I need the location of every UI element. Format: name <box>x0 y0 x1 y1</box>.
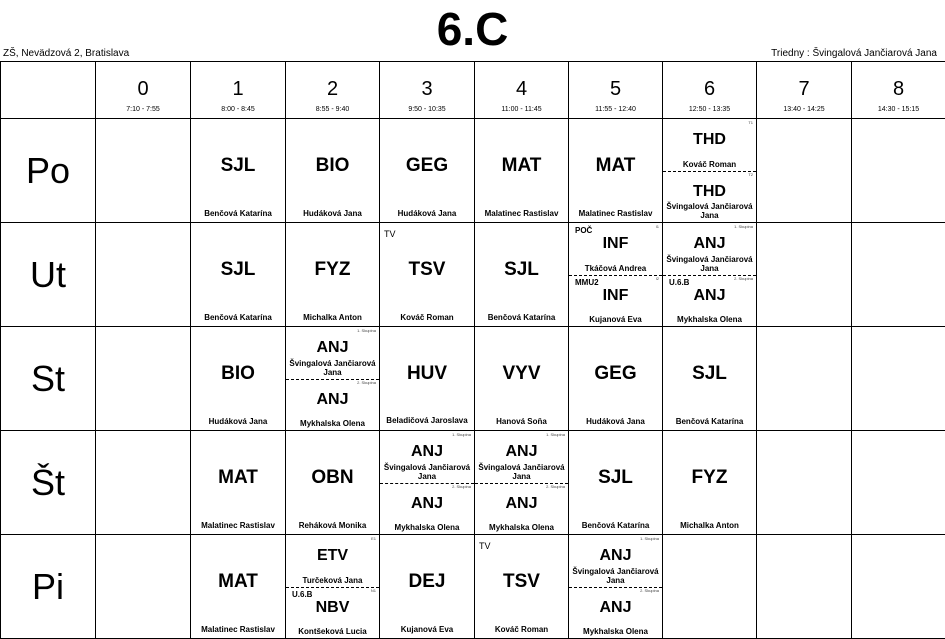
teacher-name: Švingalová Jančiarová Jana <box>478 462 565 481</box>
day-row <box>1 119 945 223</box>
day-label: Ut <box>1 223 96 327</box>
teacher-name: Švingalová Jančiarová Jana <box>666 254 753 273</box>
class-title: 6.C <box>436 3 509 55</box>
teacher-name: Švingalová Jančiarová Jana <box>572 566 659 585</box>
lesson-cell <box>475 535 569 639</box>
group-lesson <box>475 483 568 535</box>
subject-code: ANJ <box>410 443 443 460</box>
teacher-name: Hudáková Jana <box>397 209 457 218</box>
teacher-name: Malatinec Rastislav <box>484 209 559 218</box>
subject-code: SJL <box>220 259 256 280</box>
lesson-cell <box>286 223 380 327</box>
period-time: 8:00 - 8:45 <box>221 106 255 113</box>
empty-cell <box>757 535 852 639</box>
group-lesson <box>663 275 756 327</box>
subject-code: ANJ <box>505 443 538 460</box>
group-lesson <box>380 431 474 484</box>
teacher-name: Švingalová Jančiarová Jana <box>383 462 471 481</box>
subject-code: BIO <box>221 363 255 384</box>
subject-code: SJL <box>692 363 727 384</box>
timetable <box>0 61 945 639</box>
subject-code: ETV <box>316 547 349 564</box>
empty-cell <box>96 119 191 223</box>
group-lesson <box>569 275 662 327</box>
lesson-cell <box>380 327 475 431</box>
group-label: I2 <box>655 275 659 281</box>
teacher-name: Reháková Monika <box>298 521 367 530</box>
subject-code: ANJ <box>316 390 349 408</box>
period-time: 12:50 - 13:35 <box>688 106 731 113</box>
day-label: Po <box>1 119 96 223</box>
empty-cell <box>757 327 852 431</box>
group-label: 2. Skupina <box>452 483 471 489</box>
subject-code: SJL <box>220 155 256 176</box>
lesson-cell <box>569 431 663 535</box>
subject-code: HUV <box>406 363 448 384</box>
period-time: 9:50 - 10:35 <box>408 106 446 113</box>
lesson-cell <box>663 431 757 535</box>
subject-code: ANJ <box>505 494 538 512</box>
subject-code: THD <box>693 131 726 148</box>
subject-code: OBN <box>311 467 354 488</box>
subject-code: THD <box>693 182 726 200</box>
empty-cell <box>96 223 191 327</box>
subject-code: INF <box>602 286 629 304</box>
group-lesson <box>569 535 662 588</box>
subject-code: SJL <box>598 467 633 488</box>
group-lesson <box>663 119 756 172</box>
period-number: 1 <box>232 78 244 100</box>
group-lesson <box>663 223 756 276</box>
period-number: 8 <box>892 78 905 100</box>
group-lesson <box>475 431 568 484</box>
period-number: 2 <box>326 78 339 100</box>
lesson-cell <box>191 431 286 535</box>
teacher-name: Hudáková Jana <box>586 417 645 426</box>
subject-code: MAT <box>218 571 258 592</box>
subject-code: ANJ <box>693 286 726 304</box>
period-time: 13:40 - 14:25 <box>783 106 825 113</box>
teacher-name: Mykhalska Olena <box>583 627 648 636</box>
subject-code: GEG <box>594 363 637 384</box>
period-time: 8:55 - 9:40 <box>315 106 350 113</box>
subject-code: FYZ <box>691 467 728 488</box>
group-label: 2. Skupina <box>734 275 753 281</box>
teacher-name: Benčová Katarína <box>581 521 650 530</box>
empty-cell <box>852 327 945 431</box>
teacher-name: Benčová Katarína <box>204 313 272 322</box>
subject-code: BIO <box>315 155 350 176</box>
room-label: TV <box>479 541 491 551</box>
group-label: 1. Skupina <box>734 224 753 229</box>
teacher-name: Michalka Anton <box>680 521 739 530</box>
lesson-cell-split <box>475 431 569 535</box>
period-header <box>569 62 663 119</box>
teacher-name: Hudáková Jana <box>208 417 268 426</box>
lesson-cell <box>191 535 286 639</box>
teacher-name: Malatinec Rastislav <box>578 209 653 218</box>
teacher-name: Švingalová Jančiarová Jana <box>666 202 753 220</box>
period-number: 4 <box>515 78 528 100</box>
subject-code: DEJ <box>408 571 446 592</box>
subject-code: ANJ <box>410 494 443 512</box>
lesson-cell <box>191 327 286 431</box>
subject-code: TSV <box>408 259 446 280</box>
group-label: I1 <box>655 224 659 229</box>
day-label: Št <box>1 431 96 535</box>
empty-cell <box>757 119 852 223</box>
day-row <box>1 223 945 327</box>
subject-code: ANJ <box>693 235 726 252</box>
empty-cell <box>757 223 852 327</box>
day-row <box>1 535 945 639</box>
group-label: E1 <box>371 536 376 541</box>
teacher-name: Kontšeková Lucia <box>298 627 367 636</box>
lesson-cell-split <box>286 327 380 431</box>
lesson-cell <box>380 119 475 223</box>
period-header <box>663 62 757 119</box>
lesson-cell-split <box>663 119 757 223</box>
subject-code: TSV <box>503 571 540 592</box>
lesson-cell <box>191 223 286 327</box>
lesson-cell <box>475 223 569 327</box>
group-label: 1. Skupina <box>452 432 471 437</box>
subject-code: FYZ <box>314 259 351 280</box>
period-header <box>852 62 945 119</box>
group-label: 1. Skupina <box>546 432 565 437</box>
group-label: N1 <box>370 587 376 593</box>
period-time: 11:55 - 12:40 <box>595 106 636 113</box>
room-label: POČ <box>575 226 593 235</box>
subject-code: ANJ <box>599 598 632 616</box>
teacher-name: Michalka Anton <box>303 313 362 322</box>
subject-code: ANJ <box>599 547 632 564</box>
subject-code: VYV <box>502 363 541 384</box>
lesson-cell <box>475 327 569 431</box>
group-lesson <box>286 327 379 380</box>
subject-code: MAT <box>595 155 636 176</box>
period-header <box>380 62 475 119</box>
teacher-name: Kujanová Eva <box>400 625 454 634</box>
teacher-name: Benčová Katarína <box>675 417 744 426</box>
group-label: 2. Skupina <box>546 483 565 489</box>
empty-cell <box>757 431 852 535</box>
period-time: 11:00 - 11:45 <box>501 106 542 113</box>
teacher-name: Benčová Katarína <box>204 209 272 218</box>
lesson-cell-split <box>380 431 475 535</box>
period-number: 6 <box>703 78 716 100</box>
teacher-name: Kováč Roman <box>400 313 454 322</box>
room-label: MMU2 <box>575 277 599 287</box>
subject-code: MAT <box>218 467 258 488</box>
subject-code: SJL <box>504 259 539 280</box>
lesson-cell <box>380 535 475 639</box>
lesson-cell <box>380 223 475 327</box>
subject-code: NBV <box>315 598 350 616</box>
period-header <box>475 62 569 119</box>
subject-code: INF <box>602 235 629 252</box>
teacher-name: Tkáčová Andrea <box>584 263 647 273</box>
teacher-name: Kováč Roman <box>682 159 737 169</box>
lesson-cell <box>569 327 663 431</box>
teacher-name: Mykhalska Olena <box>300 419 365 428</box>
group-label: 1. Skupina <box>640 536 659 541</box>
empty-cell <box>96 327 191 431</box>
lesson-cell <box>191 119 286 223</box>
group-lesson <box>569 223 662 276</box>
teacher-name: Malatinec Rastislav <box>201 521 275 530</box>
group-lesson <box>380 483 474 535</box>
teacher-name: Malatinec Rastislav <box>201 625 275 634</box>
period-header <box>96 62 191 119</box>
group-lesson <box>286 379 379 431</box>
period-header <box>757 62 852 119</box>
day-label: Pi <box>1 535 96 639</box>
teacher-name: Hudáková Jana <box>303 209 362 218</box>
group-lesson <box>663 171 756 223</box>
day-row <box>1 431 945 535</box>
teacher-name: Beladičová Jaroslava <box>386 416 468 425</box>
empty-cell <box>852 119 945 223</box>
group-lesson <box>286 587 379 639</box>
teacher-name: Mykhalska Olena <box>677 315 742 324</box>
lesson-cell <box>286 119 380 223</box>
day-label: St <box>1 327 96 431</box>
lesson-cell <box>663 327 757 431</box>
group-lesson <box>286 535 379 588</box>
class-teacher: Triedny : Švingalová Jančiarová Jana <box>771 48 937 59</box>
teacher-name: Benčová Katarína <box>487 313 556 322</box>
teacher-name: Mykhalska Olena <box>394 523 460 532</box>
lesson-cell-split <box>286 535 380 639</box>
lesson-cell <box>569 119 663 223</box>
period-number: 5 <box>609 78 622 100</box>
group-label: 1. Skupina <box>357 328 376 333</box>
day-row <box>1 327 945 431</box>
group-label: 2. Skupina <box>640 587 659 593</box>
teacher-name: Turčeková Jana <box>302 575 363 585</box>
lesson-cell-split <box>569 535 663 639</box>
period-time: 14:30 - 15:15 <box>877 106 920 113</box>
lesson-cell <box>286 431 380 535</box>
empty-cell <box>852 535 945 639</box>
subject-code: MAT <box>501 155 542 176</box>
group-label: T1 <box>748 120 753 125</box>
period-time: 7:10 - 7:55 <box>126 106 160 113</box>
teacher-name: Kujanová Eva <box>589 315 642 324</box>
room-label: TV <box>384 229 396 239</box>
period-number: 3 <box>421 78 433 100</box>
empty-cell <box>96 431 191 535</box>
subject-code: ANJ <box>316 339 349 356</box>
teacher-name: Mykhalska Olena <box>489 523 554 532</box>
header-row <box>1 62 945 119</box>
lesson-cell <box>475 119 569 223</box>
lesson-cell-split <box>569 223 663 327</box>
subject-code: GEG <box>405 155 449 176</box>
room-label: U.6.B <box>292 589 313 599</box>
empty-cell <box>663 535 757 639</box>
period-number: 0 <box>137 78 149 100</box>
teacher-name: Švingalová Jančiarová Jana <box>289 358 376 377</box>
teacher-name: Kováč Roman <box>494 625 549 634</box>
period-header <box>286 62 380 119</box>
room-label: U.6.B <box>669 277 690 287</box>
group-lesson <box>569 587 662 639</box>
group-label: T2 <box>748 171 753 177</box>
empty-cell <box>96 535 191 639</box>
teacher-name: Hanová Soňa <box>496 417 547 426</box>
lesson-cell-split <box>663 223 757 327</box>
period-header <box>191 62 286 119</box>
group-label: 2. Skupina <box>357 379 376 385</box>
empty-cell <box>852 431 945 535</box>
corner-cell <box>1 62 96 119</box>
empty-cell <box>852 223 945 327</box>
period-number: 7 <box>798 78 810 100</box>
school-name: ZŠ, Nevädzová 2, Bratislava <box>3 48 130 59</box>
